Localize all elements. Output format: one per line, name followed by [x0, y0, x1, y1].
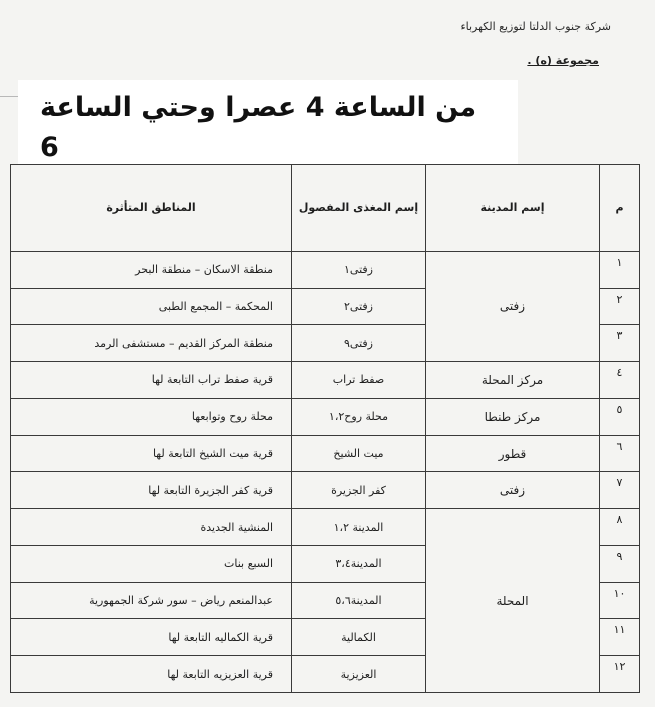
areas-cell: قرية ميت الشيخ التابعة لها: [11, 435, 292, 472]
areas-cell: منطقة الاسكان – منطقة البحر: [11, 251, 292, 288]
row-number: ٥: [600, 398, 640, 435]
row-number: ١٠: [600, 582, 640, 619]
row-number: ٢: [600, 288, 640, 325]
areas-cell: عبدالمنعم رياض – سور شركة الجمهورية: [11, 582, 292, 619]
feeder-cell: صفط تراب: [292, 362, 426, 399]
areas-cell: قرية كفر الجزيرة التابعة لها: [11, 472, 292, 509]
city-cell: زفتى: [426, 472, 600, 509]
row-number: ١٢: [600, 656, 640, 693]
outage-table: [10, 164, 640, 693]
areas-cell: السبع بنات: [11, 545, 292, 582]
row-number: ٧: [600, 472, 640, 509]
header-areas: المناطق المتأثرة: [11, 165, 292, 252]
city-cell: مركز طنطا: [426, 398, 600, 435]
header-num: م: [600, 165, 640, 252]
row-number: ٨: [600, 509, 640, 546]
row-number: ٩: [600, 545, 640, 582]
feeder-cell: المدينة٣،٤: [292, 545, 426, 582]
areas-cell: قرية الكماليه التابعة لها: [11, 619, 292, 656]
areas-cell: قرية صفط تراب التابعة لها: [11, 362, 292, 399]
group-label: مجموعة (ه) .: [527, 54, 599, 67]
areas-cell: منطقة المركز القديم – مستشفى الرمد: [11, 325, 292, 362]
row-number: ٦: [600, 435, 640, 472]
row-number: ١: [600, 251, 640, 288]
areas-cell: محلة روح وتوابعها: [11, 398, 292, 435]
table-row: [11, 472, 640, 509]
table-header-row: [11, 165, 640, 252]
schedule-title: من الساعة 4 عصرا وحتي الساعة 6: [40, 92, 477, 163]
table-row: [11, 251, 640, 288]
feeder-cell: كفر الجزيرة: [292, 472, 426, 509]
table-row: [11, 362, 640, 399]
feeder-cell: المدينة٥،٦: [292, 582, 426, 619]
feeder-cell: المدينة ١،٢: [292, 509, 426, 546]
areas-cell: المحكمة – المجمع الطبى: [11, 288, 292, 325]
feeder-cell: العزيزية: [292, 656, 426, 693]
header-feeder: إسم المغذى المفصول: [292, 165, 426, 252]
areas-cell: قرية العزيزيه التابعة لها: [11, 656, 292, 693]
feeder-cell: محلة روح١،٢: [292, 398, 426, 435]
feeder-cell: الكمالية: [292, 619, 426, 656]
table-row: [11, 509, 640, 546]
row-number: ٣: [600, 325, 640, 362]
feeder-cell: زفتى١: [292, 251, 426, 288]
row-number: ١١: [600, 619, 640, 656]
feeder-cell: زفتى٩: [292, 325, 426, 362]
city-cell: المحلة: [426, 509, 600, 693]
city-cell: زفتى: [426, 251, 600, 361]
divider-line: [0, 96, 18, 97]
feeder-cell: زفتى٢: [292, 288, 426, 325]
table-row: [11, 398, 640, 435]
city-cell: مركز المحلة: [426, 362, 600, 399]
feeder-cell: ميت الشيخ: [292, 435, 426, 472]
areas-cell: المنشية الجديدة: [11, 509, 292, 546]
header-city: إسم المدينة: [426, 165, 600, 252]
company-name: شركة جنوب الدلتا لتوزيع الكهرباء: [460, 20, 611, 33]
city-cell: قطور: [426, 435, 600, 472]
table-row: [11, 435, 640, 472]
row-number: ٤: [600, 362, 640, 399]
